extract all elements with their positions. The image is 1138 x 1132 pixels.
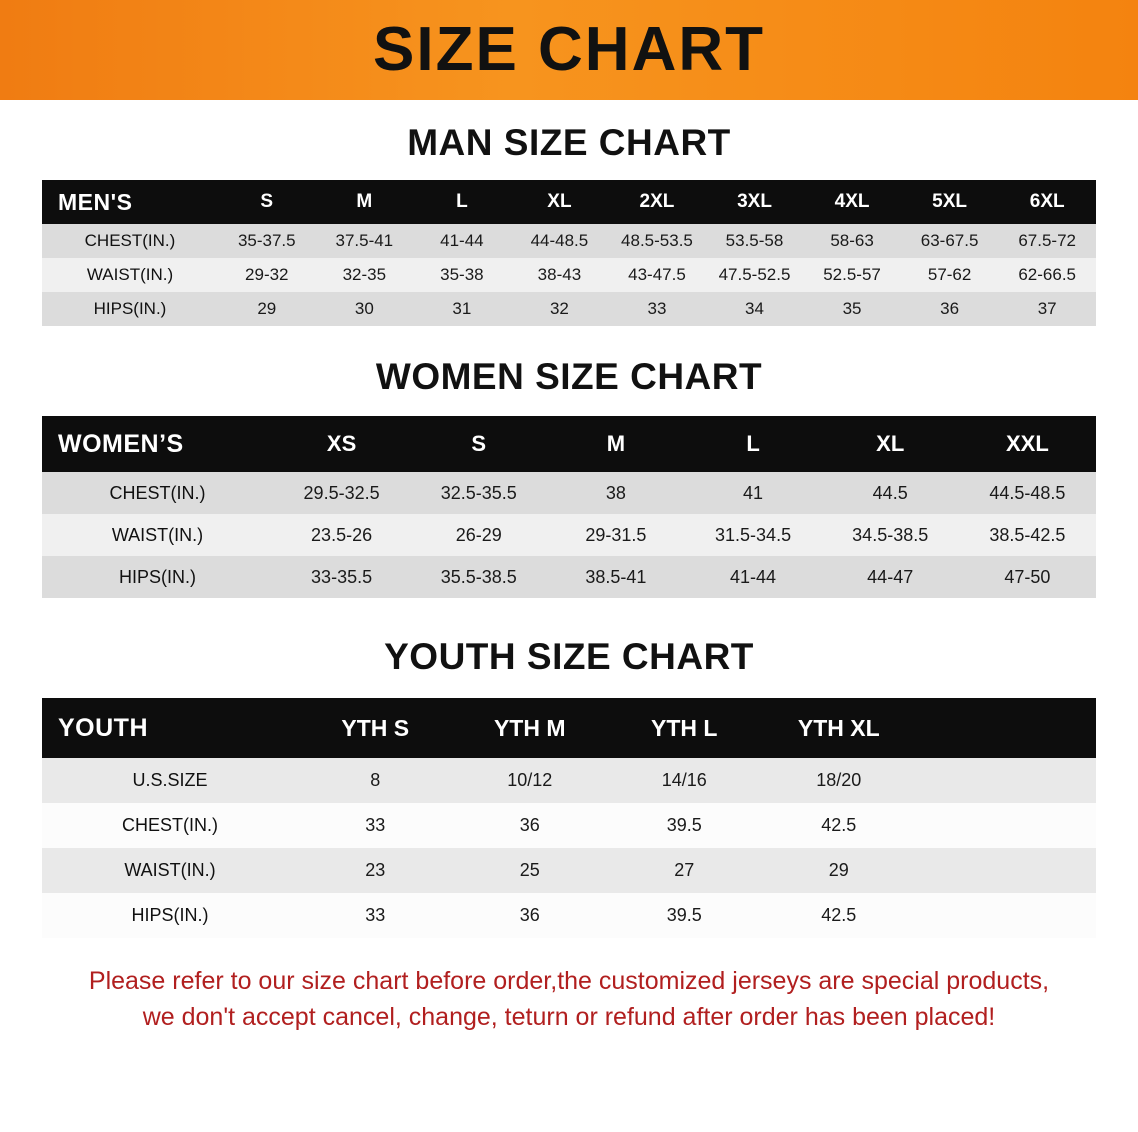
women-size-header: L xyxy=(746,431,760,456)
banner xyxy=(0,0,1138,100)
youth-cell: 39.5 xyxy=(666,815,702,835)
man-size-header: S xyxy=(260,191,274,212)
women-cell: 38 xyxy=(605,482,626,503)
man-cell: 57-62 xyxy=(927,265,972,284)
youth-spacer-cell xyxy=(916,803,1096,848)
women-cell: 32.5-35.5 xyxy=(440,482,517,503)
man-cell: 41-44 xyxy=(440,231,484,250)
women-size-header: S xyxy=(471,431,487,456)
man-cell: 62-66.5 xyxy=(1018,265,1077,284)
man-section-heading: MAN SIZE CHART xyxy=(407,122,731,163)
youth-cell: 27 xyxy=(674,860,695,880)
women-size-table xyxy=(42,416,1096,598)
women-corner-label: WOMEN’S xyxy=(58,429,184,458)
women-size-header: XS xyxy=(326,431,357,456)
women-cell: 44.5 xyxy=(872,482,908,503)
man-cell: 53.5-58 xyxy=(725,231,784,250)
man-cell: 34 xyxy=(745,299,764,318)
disclaimer-line-1: Please refer to our size chart before order,the customized jerseys are special products, xyxy=(88,967,1050,995)
man-cell: 37.5-41 xyxy=(335,231,394,250)
women-table-body xyxy=(42,472,1096,598)
man-cell: 48.5-53.5 xyxy=(621,231,693,250)
man-cell: 29-32 xyxy=(245,265,289,284)
table-row xyxy=(42,556,1096,598)
man-corner-label: MEN'S xyxy=(58,188,133,215)
youth-cell: 14/16 xyxy=(661,770,707,790)
women-size-header: XL xyxy=(876,431,905,456)
youth-spacer-cell xyxy=(916,848,1096,893)
table-row xyxy=(42,893,1096,938)
man-cell: 38-43 xyxy=(537,265,582,284)
man-size-header: M xyxy=(356,191,373,212)
youth-cell: 39.5 xyxy=(666,905,702,925)
youth-size-header: YTH XL xyxy=(797,714,880,741)
man-cell: 35-37.5 xyxy=(237,231,296,250)
man-size-header: 4XL xyxy=(834,191,870,212)
man-cell: 35 xyxy=(842,299,862,318)
man-cell: 35-38 xyxy=(440,265,484,284)
youth-cell: 33 xyxy=(365,815,386,835)
man-table-wrap xyxy=(0,180,1138,326)
women-cell: 47-50 xyxy=(1004,566,1051,587)
women-row-label: HIPS(IN.) xyxy=(118,566,196,587)
man-size-header: 3XL xyxy=(737,191,772,212)
women-section-heading: WOMEN SIZE CHART xyxy=(375,356,763,397)
man-cell: 32 xyxy=(549,299,569,318)
women-row-label: WAIST(IN.) xyxy=(111,524,204,545)
man-size-header: 2XL xyxy=(639,191,675,212)
women-cell: 35.5-38.5 xyxy=(440,566,517,587)
women-cell: 26-29 xyxy=(455,524,502,545)
youth-size-table xyxy=(42,698,1096,938)
page-title: SIZE CHART xyxy=(373,15,765,84)
man-row-label: HIPS(IN.) xyxy=(93,299,167,318)
women-header-row xyxy=(42,416,1096,472)
youth-cell: 29 xyxy=(828,860,849,880)
youth-cell: 42.5 xyxy=(821,905,857,925)
women-cell: 41-44 xyxy=(730,566,777,587)
women-row-label: CHEST(IN.) xyxy=(109,482,206,503)
women-size-header: XXL xyxy=(1005,431,1049,456)
disclaimer-line-2: we don't accept cancel, change, teturn or refund after order has been placed! xyxy=(142,1002,996,1031)
man-cell: 67.5-72 xyxy=(1018,231,1077,250)
youth-header-row xyxy=(42,698,1096,758)
youth-spacer-header xyxy=(916,698,1096,758)
man-cell: 33 xyxy=(647,299,667,318)
youth-cell: 8 xyxy=(370,770,381,790)
youth-cell: 25 xyxy=(519,860,540,880)
man-size-header: 5XL xyxy=(932,191,968,212)
table-row xyxy=(42,848,1096,893)
youth-size-header: YTH M xyxy=(493,714,566,741)
man-cell: 43-47.5 xyxy=(628,265,686,284)
man-size-header: L xyxy=(456,191,468,212)
women-cell: 38.5-42.5 xyxy=(989,524,1066,545)
youth-row-label: HIPS(IN.) xyxy=(131,905,209,925)
youth-cell: 18/20 xyxy=(816,770,862,790)
women-cell: 29-31.5 xyxy=(585,524,647,545)
table-row xyxy=(42,514,1096,556)
youth-cell: 10/12 xyxy=(507,770,553,790)
table-row xyxy=(42,224,1096,258)
women-cell: 44-47 xyxy=(867,566,914,587)
women-table-head xyxy=(42,416,1096,472)
youth-table-head xyxy=(42,698,1096,758)
man-cell: 36 xyxy=(940,299,960,318)
women-cell: 33-35.5 xyxy=(311,566,373,587)
youth-section-heading: YOUTH SIZE CHART xyxy=(384,636,754,677)
man-row-label: CHEST(IN.) xyxy=(84,231,176,250)
disclaimer-note xyxy=(0,964,1138,1035)
man-size-table xyxy=(42,180,1096,326)
man-size-header: XL xyxy=(547,191,572,212)
youth-spacer-cell xyxy=(916,758,1096,803)
youth-cell: 36 xyxy=(519,905,540,925)
man-cell: 58-63 xyxy=(830,231,874,250)
women-cell: 34.5-38.5 xyxy=(852,524,929,545)
youth-spacer-cell xyxy=(916,893,1096,938)
youth-cell: 23 xyxy=(365,860,386,880)
women-cell: 38.5-41 xyxy=(585,566,647,587)
youth-cell: 33 xyxy=(365,905,386,925)
youth-corner-label: YOUTH xyxy=(58,713,148,742)
women-cell: 23.5-26 xyxy=(311,524,373,545)
table-row xyxy=(42,758,1096,803)
women-size-header: M xyxy=(606,431,626,456)
man-cell: 37 xyxy=(1037,299,1057,318)
youth-cell: 36 xyxy=(519,815,540,835)
table-row xyxy=(42,258,1096,292)
youth-table-wrap xyxy=(0,698,1138,938)
table-row xyxy=(42,472,1096,514)
man-header-row xyxy=(42,180,1096,224)
man-cell: 31 xyxy=(452,299,472,318)
man-cell: 30 xyxy=(354,299,374,318)
youth-table-body xyxy=(42,758,1096,938)
table-row xyxy=(42,803,1096,848)
man-table-head xyxy=(42,180,1096,224)
youth-row-label: WAIST(IN.) xyxy=(124,860,216,880)
youth-size-header: YTH L xyxy=(651,714,718,741)
women-cell: 44.5-48.5 xyxy=(989,482,1066,503)
table-row xyxy=(42,292,1096,326)
man-cell: 29 xyxy=(257,299,277,318)
youth-cell: 42.5 xyxy=(821,815,857,835)
youth-row-label: CHEST(IN.) xyxy=(122,815,218,835)
women-table-wrap xyxy=(0,416,1138,598)
women-cell: 41 xyxy=(743,482,764,503)
man-row-label: WAIST(IN.) xyxy=(86,265,174,284)
man-cell: 44-48.5 xyxy=(530,231,589,250)
man-cell: 63-67.5 xyxy=(920,231,979,250)
women-cell: 29.5-32.5 xyxy=(303,482,380,503)
man-table-body xyxy=(42,224,1096,326)
man-size-header: 6XL xyxy=(1029,191,1065,212)
youth-size-header: YTH S xyxy=(341,714,410,741)
women-cell: 31.5-34.5 xyxy=(715,524,792,545)
man-cell: 32-35 xyxy=(342,265,387,284)
man-cell: 47.5-52.5 xyxy=(718,265,791,284)
youth-row-label: U.S.SIZE xyxy=(132,770,208,790)
man-cell: 52.5-57 xyxy=(823,265,881,284)
